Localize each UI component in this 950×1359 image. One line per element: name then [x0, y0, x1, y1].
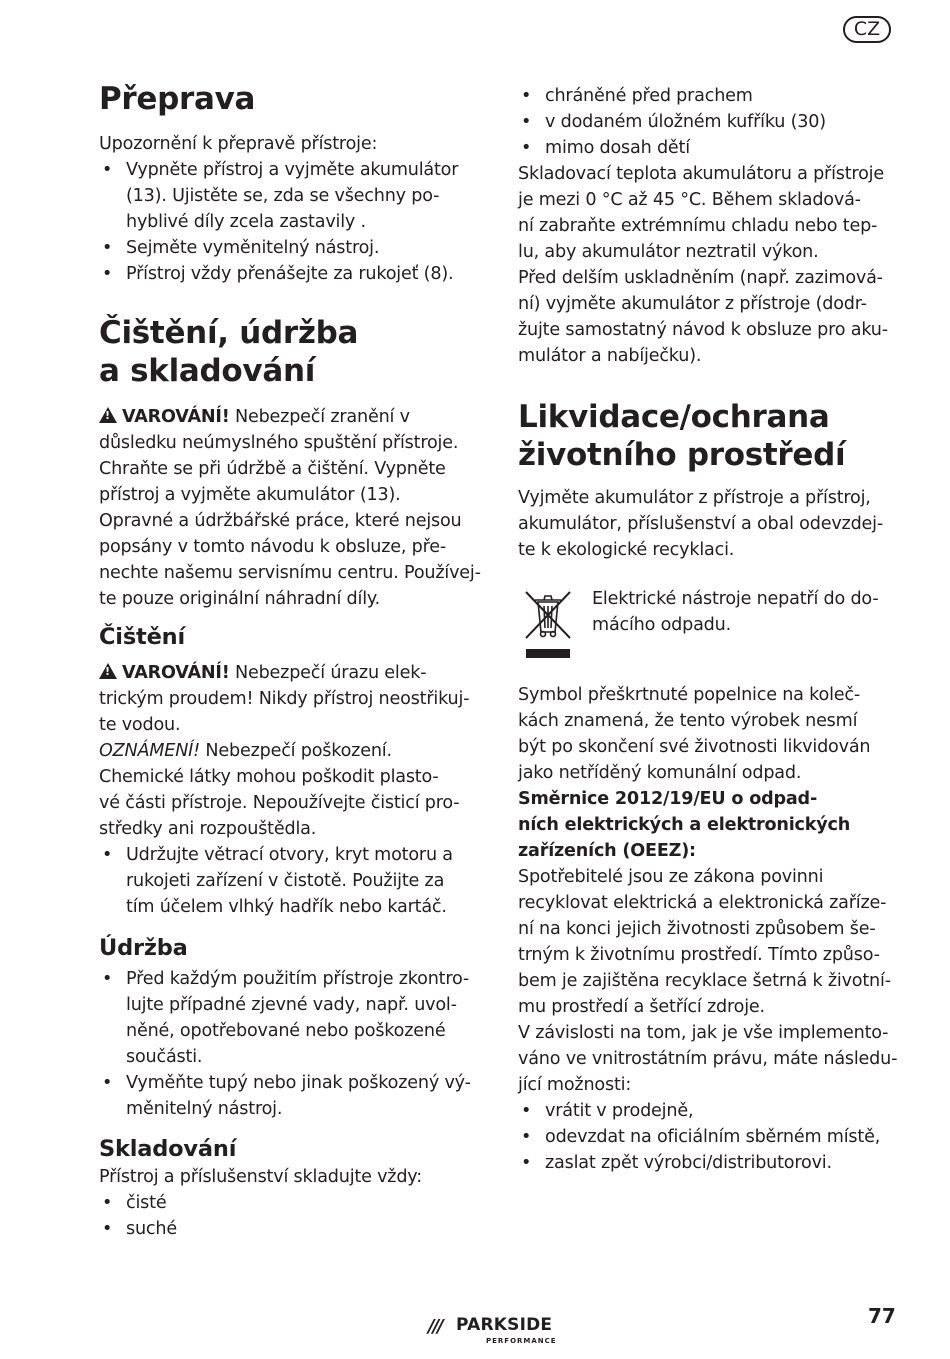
cisteni-list: [99, 842, 489, 920]
text-line: mu prostředí a šetřící zdroje.: [518, 997, 765, 1017]
text-line: ních elektrických a elektronických: [518, 815, 851, 835]
list-item-line: lujte případné zjevné vady, např. uvol-: [126, 995, 457, 1015]
list-item-line: něné, opotřebované nebo poškozené: [126, 1021, 446, 1041]
list-item: [99, 966, 489, 1070]
list-item-line: • Před každým použitím přístroje zkontro-: [126, 969, 470, 989]
list-item: [99, 1216, 489, 1242]
section-title-likvidace: [518, 398, 918, 474]
section-title-cisteni: [99, 314, 499, 390]
skladovani-list: [99, 1190, 489, 1242]
text-line: lu, aby akumulátor neztratil výkon.: [518, 242, 819, 262]
text-line: akumulátor, příslušenství a obal odevzdej-: [518, 514, 884, 534]
title-line: Čištění, údržba: [99, 315, 359, 351]
warning-label: VAROVÁNÍ!: [122, 663, 230, 683]
list-item-line: • Sejměte vyměnitelný nástroj.: [126, 238, 380, 258]
consumer-lines: [518, 864, 903, 1020]
list-item: [99, 1190, 489, 1216]
likvidace-lines: [518, 485, 903, 563]
text-line: zařízeních (OEEZ):: [518, 841, 696, 861]
notice-text: Nebezpečí poškození.: [200, 741, 392, 761]
text-line: ní) vyjměte akumulátor z přístroje (dodr-: [518, 294, 867, 314]
weee-text: [592, 586, 892, 638]
skladovani-block: [99, 1164, 489, 1242]
warning-text: Nebezpečí úrazu elek-: [229, 663, 427, 683]
warning-lines: [99, 686, 489, 738]
title-line: životního prostředí: [518, 437, 846, 473]
list-item-line: tím účelem vlhký hadřík nebo kartáč.: [126, 897, 447, 917]
text-line: V závislosti na tom, jak je vše implemento-: [518, 1023, 889, 1043]
skladovani-intro: Přístroj a příslušenství skladujte vždy:: [99, 1167, 422, 1187]
options-list: [518, 1098, 903, 1176]
text-line: Spotřebitelé jsou ze zákona povinni: [518, 867, 824, 887]
list-item: [518, 1124, 903, 1150]
list-item-line: • Vyměňte tupý nebo jinak poškozený vý-: [126, 1073, 471, 1093]
text-line: te pouze originální náhradní díly.: [99, 589, 380, 609]
text-line: trickým proudem! Nikdy přístroj neostřikuj-: [99, 689, 470, 709]
warning-label: VAROVÁNÍ!: [122, 407, 230, 427]
text-line: Vyjměte akumulátor z přístroje a přístroj,: [518, 488, 871, 508]
list-item-line: • suché: [126, 1219, 177, 1239]
text-line: Opravné a údržbářské práce, které nejsou: [99, 511, 462, 531]
text-line: bem je zajištěna recyklace šetrná k životní-: [518, 971, 891, 991]
list-item-line: • Přístroj vždy přenášejte za rukojeť (8).: [126, 264, 454, 284]
text-line: důsledku neúmyslného spuštění přístroje.: [99, 433, 459, 453]
symbol-lines: [518, 682, 903, 786]
directive-lines: [518, 786, 903, 864]
udrzba-list: [99, 966, 489, 1122]
text-line: ní na konci jejich životnosti způsobem še-: [518, 919, 876, 939]
list-item-line: (13). Ujistěte se, zda se všechny po-: [126, 186, 440, 206]
text-line: být po skončení své životnosti likvidován: [518, 737, 871, 757]
list-item: [99, 1070, 489, 1122]
notice-lines: [99, 764, 489, 842]
page-number: 77: [868, 1304, 896, 1328]
section-title-preprava: Přeprava: [99, 81, 256, 117]
crossed-bin-icon: [522, 588, 574, 660]
list-item: [99, 157, 484, 235]
list-item-line: • čisté: [126, 1193, 167, 1213]
warning-lines: [99, 430, 489, 508]
list-item-line: hyblivé díly zcela zastavily .: [126, 212, 366, 232]
logo-subtitle: PERFORMANCE: [486, 1337, 557, 1345]
text-line: Před delším uskladněním (např. zazimová-: [518, 268, 883, 288]
list-item-line: • odevzdat na oficiálním sběrném místě,: [545, 1127, 881, 1147]
warning-triangle-icon: [99, 663, 117, 679]
winter-lines: [518, 265, 903, 369]
text-line: trným k životnímu prostředí. Tímto způso-: [518, 945, 880, 965]
logo-name: PARKSIDE: [456, 1315, 553, 1335]
skladovani-continued: [518, 83, 903, 369]
text-line: Směrnice 2012/19/EU o odpad-: [518, 789, 818, 809]
language-badge: CZ: [843, 16, 891, 43]
text-line: mulátor a nabíječku).: [518, 346, 702, 366]
warning-line: [99, 404, 489, 430]
text-line: žujte samostatný návod k obsluze pro aku-: [518, 320, 888, 340]
text-line: mácího odpadu.: [592, 615, 731, 635]
warning-text: Nebezpečí zranění v: [229, 407, 410, 427]
title-line: a skladování: [99, 353, 316, 389]
text-line: popsány v tomto návodu k obsluze, pře-: [99, 537, 447, 557]
options-lines: [518, 1020, 903, 1098]
list-item-line: součásti.: [126, 1047, 203, 1067]
subsection-title-skladovani: Skladování: [99, 1136, 237, 1162]
weee-lines: [592, 586, 892, 638]
temperature-lines: [518, 161, 903, 265]
list-item-line: rukojeti zařízení v čistotě. Použijte za: [126, 871, 445, 891]
list-item-line: • vrátit v prodejně,: [545, 1101, 694, 1121]
list-item: [518, 1150, 903, 1176]
list-item-line: • v dodaném úložném kufříku (30): [545, 112, 826, 132]
likvidace-block: [518, 485, 903, 563]
list-item: [518, 135, 903, 161]
parkside-logo: [428, 1313, 588, 1347]
text-line: te k ekologické recyklaci.: [518, 540, 735, 560]
text-line: Chemické látky mohou poškodit plasto-: [99, 767, 439, 787]
notice-label: OZNÁMENÍ!: [99, 741, 200, 761]
subsection-title-cisteni: Čištění: [99, 624, 185, 650]
text-line: Skladovací teplota akumulátoru a přístroje: [518, 164, 884, 184]
text-line: středky ani rozpouštědla.: [99, 819, 317, 839]
title-line: Likvidace/ochrana: [518, 399, 830, 435]
list-item-line: • chráněné před prachem: [545, 86, 753, 106]
preprava-block: [99, 131, 484, 287]
text-line: te vodou.: [99, 715, 181, 735]
text-line: Chraňte se při údržbě a čištění. Vypněte: [99, 459, 446, 479]
preprava-intro: Upozornění k přepravě přístroje:: [99, 134, 378, 154]
text-line: recyklovat elektrická a elektronická zaříze-: [518, 893, 887, 913]
udrzba-block: [99, 966, 489, 1122]
list-item: [518, 109, 903, 135]
text-line: nechte našemu servisnímu centru. Používej-: [99, 563, 481, 583]
skladovani-list-continued: [518, 83, 903, 161]
list-item: [99, 261, 484, 287]
text-line: Elektrické nástroje nepatří do do-: [592, 589, 879, 609]
subsection-title-udrzba: Údržba: [99, 935, 188, 961]
list-item-line: měnitelný nástroj.: [126, 1099, 283, 1119]
logo-stripes: ///: [428, 1316, 442, 1337]
list-item: [99, 235, 484, 261]
text-line: Symbol přeškrtnuté popelnice na koleč-: [518, 685, 860, 705]
text-line: váno ve vnitrostátním právu, máte následu-: [518, 1049, 898, 1069]
notice-line: [99, 738, 489, 764]
symbol-block: [518, 682, 903, 1176]
warning-triangle-icon: [99, 407, 117, 423]
cisteni-block: [99, 660, 489, 920]
text-line: přístroj a vyjměte akumulátor (13).: [99, 485, 401, 505]
text-line: je mezi 0 °C až 45 °C. Během skladová-: [518, 190, 861, 210]
list-item: [518, 1098, 903, 1124]
list-item-line: • zaslat zpět výrobci/distributorovi.: [545, 1153, 832, 1173]
list-item: [518, 83, 903, 109]
warning-line: [99, 660, 489, 686]
list-item: [99, 842, 489, 920]
text-line: ní zabraňte extrémnímu chladu nebo tep-: [518, 216, 878, 236]
warning-block-1: [99, 404, 489, 612]
preprava-list: [99, 157, 484, 287]
list-item-line: • Udržujte větrací otvory, kryt motoru a: [126, 845, 453, 865]
repair-lines: [99, 508, 489, 612]
list-item-line: • Vypněte přístroj a vyjměte akumulátor: [126, 160, 459, 180]
text-line: kách znamená, že tento výrobek nesmí: [518, 711, 858, 731]
text-line: jící možnosti:: [518, 1075, 632, 1095]
text-line: vé části přístroje. Nepoužívejte čisticí pro-: [99, 793, 460, 813]
text-line: jako netříděný komunální odpad.: [518, 763, 802, 783]
list-item-line: • mimo dosah dětí: [545, 138, 690, 158]
